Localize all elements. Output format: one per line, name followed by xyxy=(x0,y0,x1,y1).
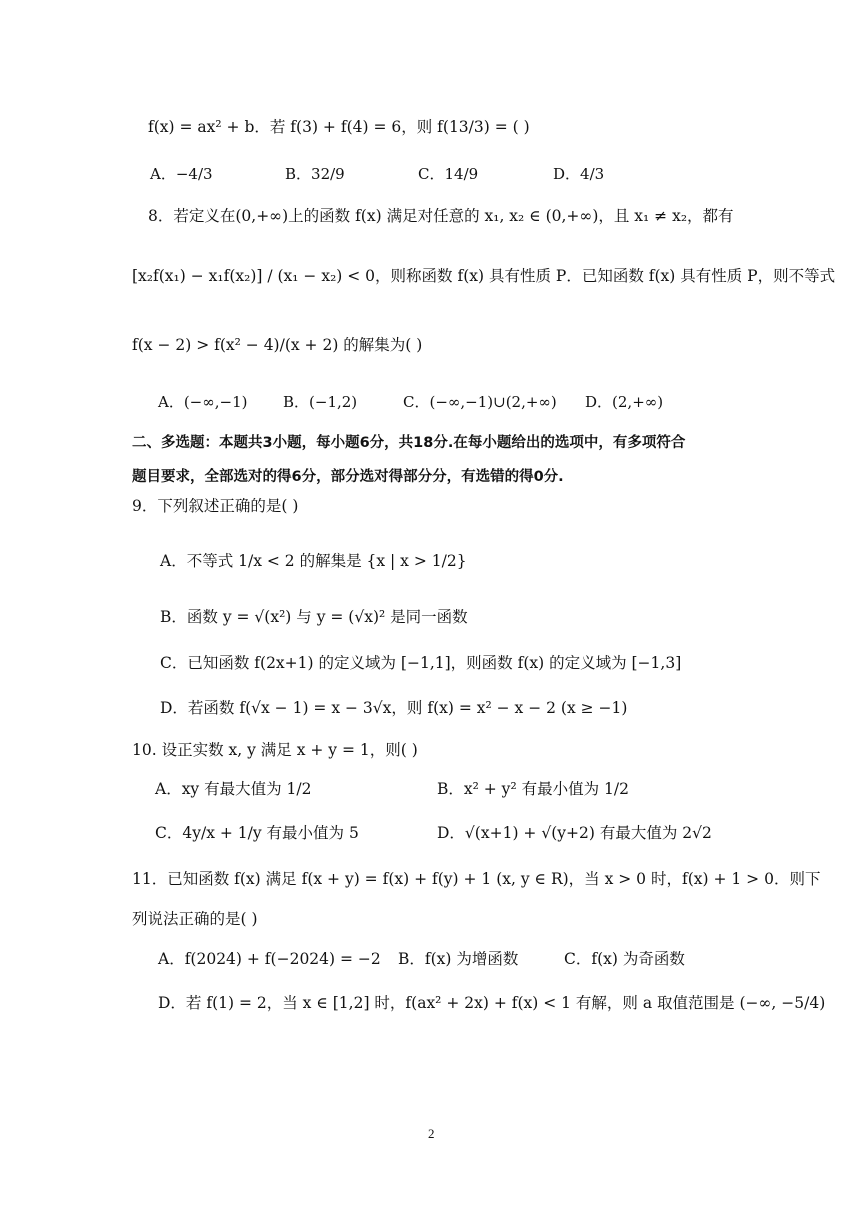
q11-option-c: C．f(x) 为奇函数 xyxy=(564,950,685,968)
page-number: 2 xyxy=(428,1126,435,1141)
q11-line-2: 列说法正确的是( ) xyxy=(132,910,258,928)
q11-option-b: B．f(x) 为增函数 xyxy=(398,950,519,968)
q7-option-a: A．−4/3 xyxy=(150,165,213,183)
q7-stem: f(x) = ax² + b．若 f(3) + f(4) = 6，则 f(13/3) = ( ) xyxy=(148,118,530,136)
q11-line-1: 11．已知函数 f(x) 满足 f(x + y) = f(x) + f(y) + 1 (x, y ∈ R)，当 x > 0 时，f(x) + 1 > 0．则下 xyxy=(132,870,821,888)
q10-option-c: C．4y/x + 1/y 有最小值为 5 xyxy=(155,824,359,842)
q8-option-b: B．(−1,2) xyxy=(283,393,358,411)
section-2-instructions-line-1: 二、多选题：本题共3小题，每小题6分，共18分.在每小题给出的选项中，有多项符合 xyxy=(132,435,686,451)
q8-line-3: f(x − 2) > f(x² − 4)/(x + 2) 的解集为( ) xyxy=(132,336,423,354)
q8-option-a: A．(−∞,−1) xyxy=(158,393,248,411)
q8-option-c: C．(−∞,−1)∪(2,+∞) xyxy=(403,393,557,411)
q9-option-c: C．已知函数 f(2x+1) 的定义域为 [−1,1]，则函数 f(x) 的定义域为 [−1,3] xyxy=(160,654,682,672)
q8-option-d: D．(2,+∞) xyxy=(585,393,664,411)
q8-line-2: [x₂f(x₁) − x₁f(x₂)] / (x₁ − x₂) < 0，则称函数 f(x) 具有性质 P．已知函数 f(x) 具有性质 P，则不等式 xyxy=(132,267,836,285)
q10-stem: 10. 设正实数 x, y 满足 x + y = 1，则( ) xyxy=(132,741,418,759)
q11-option-a: A．f(2024) + f(−2024) = −2 xyxy=(158,950,381,968)
q10-option-b: B．x² + y² 有最小值为 1/2 xyxy=(437,780,629,798)
q7-option-b: B．32/9 xyxy=(285,165,345,183)
q9-option-b: B．函数 y = √(x²) 与 y = (√x)² 是同一函数 xyxy=(160,608,468,626)
q7-option-d: D．4/3 xyxy=(553,165,605,183)
section-2-instructions-line-2: 题目要求，全部选对的得6分，部分选对得部分分，有选错的得0分. xyxy=(132,469,564,485)
q9-option-a: A．不等式 1/x < 2 的解集是 {x | x > 1/2} xyxy=(160,552,467,570)
q9-option-d: D．若函数 f(√x − 1) = x − 3√x，则 f(x) = x² − x − 2 (x ≥ −1) xyxy=(160,699,628,717)
q10-option-a: A．xy 有最大值为 1/2 xyxy=(155,780,312,798)
q11-option-d: D．若 f(1) = 2，当 x ∈ [1,2] 时，f(ax² + 2x) + f(x) < 1 有解，则 a 取值范围是 (−∞, −5/4) xyxy=(158,994,826,1012)
q8-line-1: 8．若定义在(0,+∞)上的函数 f(x) 满足对任意的 x₁, x₂ ∈ (0,+∞)，且 x₁ ≠ x₂，都有 xyxy=(148,207,734,225)
q9-stem: 9．下列叙述正确的是( ) xyxy=(132,497,299,515)
q10-option-d: D．√(x+1) + √(y+2) 有最大值为 2√2 xyxy=(437,824,712,842)
q7-option-c: C．14/9 xyxy=(418,165,479,183)
